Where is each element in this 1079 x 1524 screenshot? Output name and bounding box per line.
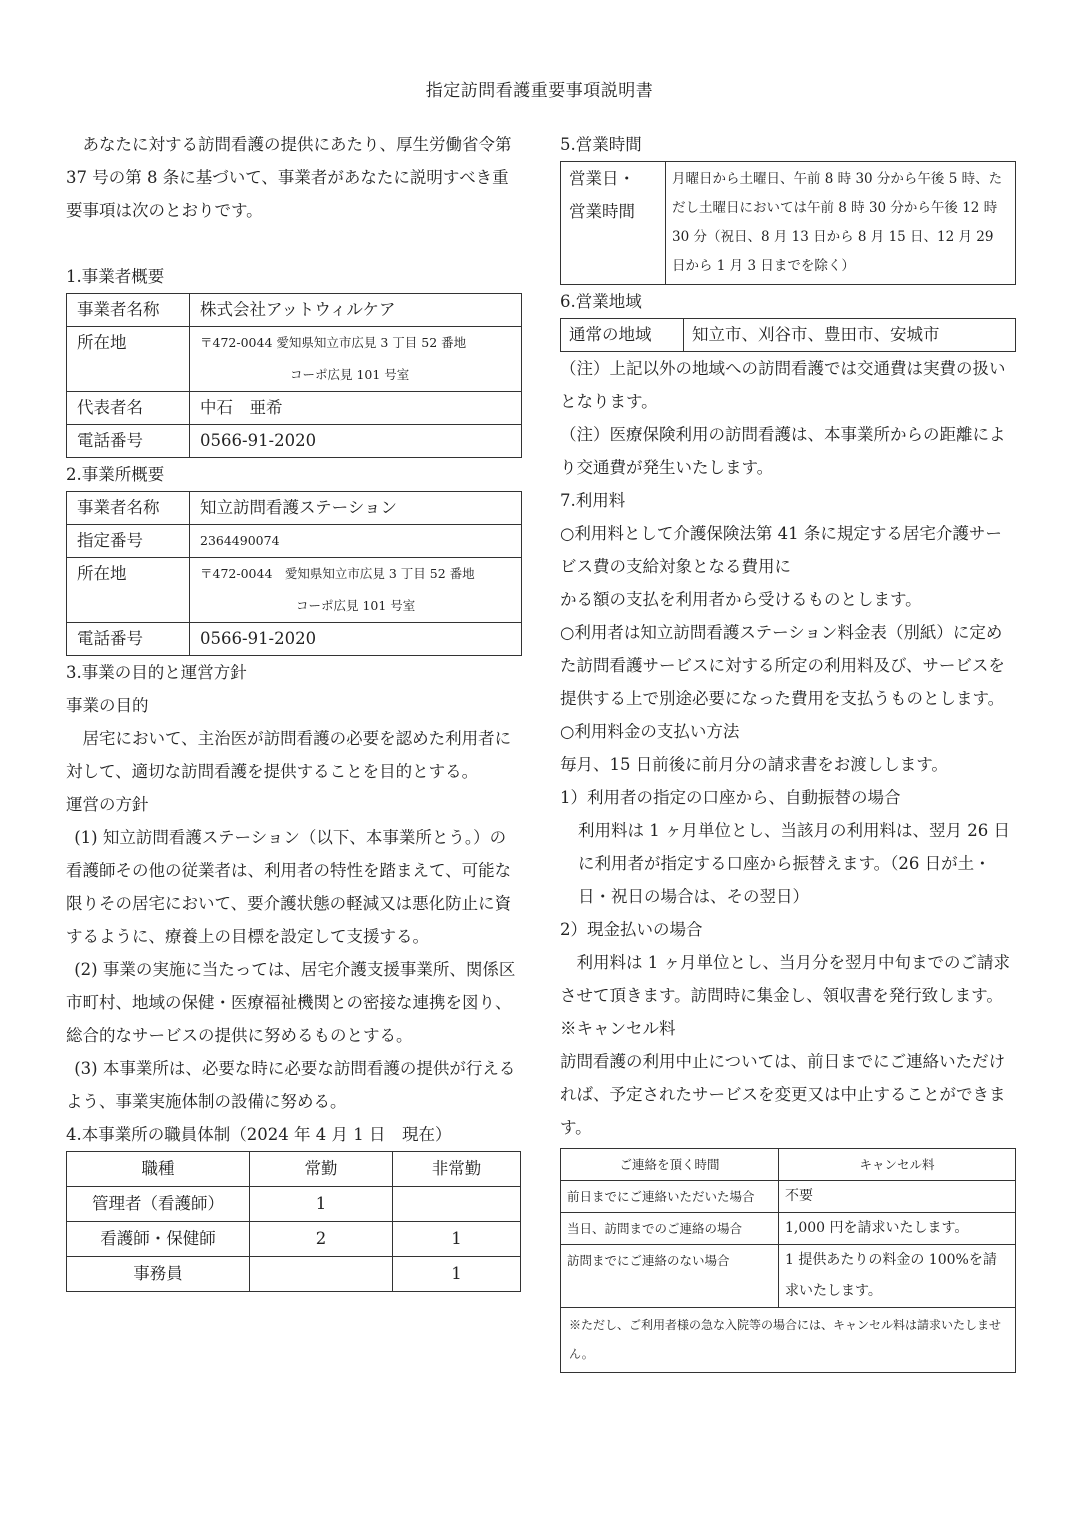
section5-heading: 5.営業時間 [560,135,642,154]
hours-label-line2: 営業時間 [569,202,635,221]
policy-heading: 運営の方針 [66,795,149,814]
method2-body: 利用料は 1 ヶ月単位とし、当月分を翌月中旬までのご請求させて頂きます。訪問時に集金し、領収書を発行致します。 [560,953,1010,1005]
intro-paragraph: あなたに対する訪問看護の提供にあたり、厚生労働省令第 37 号の第 8 条に基づいて、事業者があなたに説明すべき重要事項は次のとおりです。 [66,135,512,220]
payment-method-heading: ○利用料金の支払い方法 [560,722,740,741]
fee-cell: 1,000 円を請求いたします。 [779,1213,1016,1245]
hours-label-cell [561,162,666,285]
hours-value: 月曜日から土曜日、午前 8 時 30 分から午後 5 時、ただし土曜日においては午前 8 時 30 分から午後 12 時 30 分（祝日、8 月 13 日から 8 月 15 日、12 月 29 日から 1 月 3 日までを除く） [666,162,1016,285]
policy-item-2: (2) 事業の実施に当たっては、居宅介護支援事業所、関係区市町村、地域の保健・医療福祉機関との密接な連携を図り、総合的なサービスの提供に努めるものとする。 [66,960,516,1045]
staff-table [66,1151,521,1292]
policy-item-1: (1) 知立訪問看護ステーション（以下、本事業所とう。）の看護師その他の従業者は、利用者の特性を踏まえて、可能な限りその居宅において、要介護状態の軽減又は悪化防止に資するように、療養上の目標を設定して支援する。 [66,828,512,946]
table-row [67,392,522,425]
role-cell: 事務員 [67,1257,250,1292]
column-header: 職種 [67,1152,250,1187]
full-time-cell [250,1257,393,1292]
row-value: 株式会社アットウィルケア [190,294,522,327]
address-cell [190,327,522,392]
row-label: 電話番号 [67,623,190,656]
area-note-1: （注）上記以外の地域への訪問看護では交通費は実費の扱いとなります。 [560,359,1006,411]
table-row [67,425,522,458]
table-row [561,162,1016,285]
purpose-text: 居宅において、主治医が訪問看護の必要を認めた利用者に対して、適切な訪問看護を提供することを目的とする。 [66,729,512,781]
table-row [67,1257,521,1292]
row-value: 0566-91-2020 [190,623,522,656]
full-time-cell: 1 [250,1187,393,1222]
address-line2: コーポ広見 101 号室 [296,598,416,613]
fee-cell: 1 提供あたりの料金の 100%を請求いたします。 [779,1245,1016,1308]
when-cell: 前日までにご連絡いただいた場合 [561,1181,779,1213]
column-header: 非常勤 [393,1152,521,1187]
when-cell: 訪問までにご連絡のない場合 [561,1245,779,1308]
left-column [66,128,522,1292]
row-value: 知立訪問看護ステーション [190,492,522,525]
table-row [561,319,1016,352]
table-row [561,1245,1016,1308]
fee-cell: 不要 [779,1181,1016,1213]
right-column [560,128,1016,1373]
row-label: 事業者名称 [67,492,190,525]
section4-heading: 4.本事業所の職員体制（2024 年 4 月 1 日 現在） [66,1125,452,1144]
cancel-note: ※ただし、ご利用者様の急な入院等の場合には、キャンセル料は請求いたしません。 [561,1308,1016,1373]
row-value: 2364490074 [190,525,522,558]
table-row [67,492,522,525]
company-overview-table [66,293,522,458]
table-row [67,1187,521,1222]
row-value: 0566-91-2020 [190,425,522,458]
column-header: キャンセル料 [779,1149,1016,1181]
table-row [561,1181,1016,1213]
address-line2: コーポ広見 101 号室 [290,367,410,382]
purpose-heading: 事業の目的 [66,696,149,715]
table-row [561,1213,1016,1245]
table-row [67,1222,521,1257]
area-value: 知立市、刈谷市、豊田市、安城市 [684,319,1016,352]
office-overview-table [66,491,522,656]
cancel-fee-table [560,1148,1016,1373]
row-label: 所在地 [67,558,190,623]
when-cell: 当日、訪問までのご連絡の場合 [561,1213,779,1245]
table-row [67,294,522,327]
column-header: ご連絡を頂く時間 [561,1149,779,1181]
address-line1: 〒472-0044 愛知県知立市広見 3 丁目 52 番地 [200,335,467,350]
section1-heading: 1.事業者概要 [66,267,165,286]
method1-heading: 1）利用者の指定の口座から、自動振替の場合 [560,788,901,807]
cancel-text: 訪問看護の利用中止については、前日までにご連絡いただければ、予定されたサービスを変更又は中止することができます。 [560,1052,1006,1137]
section3-heading: 3.事業の目的と運営方針 [66,663,247,682]
section2-heading: 2.事業所概要 [66,465,165,484]
role-cell: 管理者（看護師） [67,1187,250,1222]
role-cell: 看護師・保健師 [67,1222,250,1257]
row-label: 指定番号 [67,525,190,558]
part-time-cell: 1 [393,1257,521,1292]
hours-label-line1: 営業日・ [569,169,635,188]
table-row [67,525,522,558]
document-title: 指定訪問看護重要事項説明書 [425,81,654,101]
table-row [67,558,522,623]
part-time-cell [393,1187,521,1222]
table-header-row [67,1152,521,1187]
address-cell [190,558,522,623]
full-time-cell: 2 [250,1222,393,1257]
cancel-heading: ※キャンセル料 [560,1019,676,1038]
table-header-row [561,1149,1016,1181]
part-time-cell: 1 [393,1222,521,1257]
row-value: 中石 亜希 [190,392,522,425]
billing-note: 毎月、15 日前後に前月分の請求書をお渡しします。 [560,755,948,774]
fee-paragraph-1a: ○利用料として介護保険法第 41 条に規定する居宅介護サービス費の支給対象となる費用に [560,524,1002,576]
table-row [67,327,522,392]
area-note-2: （注）医療保険利用の訪問看護は、本事業所からの距離により交通費が発生いたします。 [560,425,1006,477]
section6-heading: 6.営業地域 [560,292,642,311]
table-row [561,1308,1016,1373]
policy-item-3: (3) 本事業所は、必要な時に必要な訪問看護の提供が行えるよう、事業実施体制の設備に努める。 [66,1059,516,1111]
section7-heading: 7.利用料 [560,491,626,510]
row-label: 事業者名称 [67,294,190,327]
address-line1: 〒472-0044 愛知県知立市広見 3 丁目 52 番地 [200,566,475,581]
row-label: 電話番号 [67,425,190,458]
business-hours-table [560,161,1016,285]
fee-paragraph-2: ○利用者は知立訪問看護ステーション料金表（別紙）に定めた訪問看護サービスに対する所定の利用料及び、サービスを提供する上で別途必要になった費用を支払うものとします。 [560,623,1005,708]
service-area-table [560,318,1016,352]
row-label: 所在地 [67,327,190,392]
method2-heading: 2）現金払いの場合 [560,920,703,939]
column-header: 常勤 [250,1152,393,1187]
area-label: 通常の地域 [561,319,684,352]
row-label: 代表者名 [67,392,190,425]
method1-body: 利用料は 1 ヶ月単位とし、当該月の利用料は、翌月 26 日に利用者が指定する口座から振替えます。（26 日が土・日・祝日の場合は、その翌日） [578,821,1010,906]
table-row [67,623,522,656]
fee-paragraph-1b: かる額の支払を利用者から受けるものとします。 [560,590,922,609]
